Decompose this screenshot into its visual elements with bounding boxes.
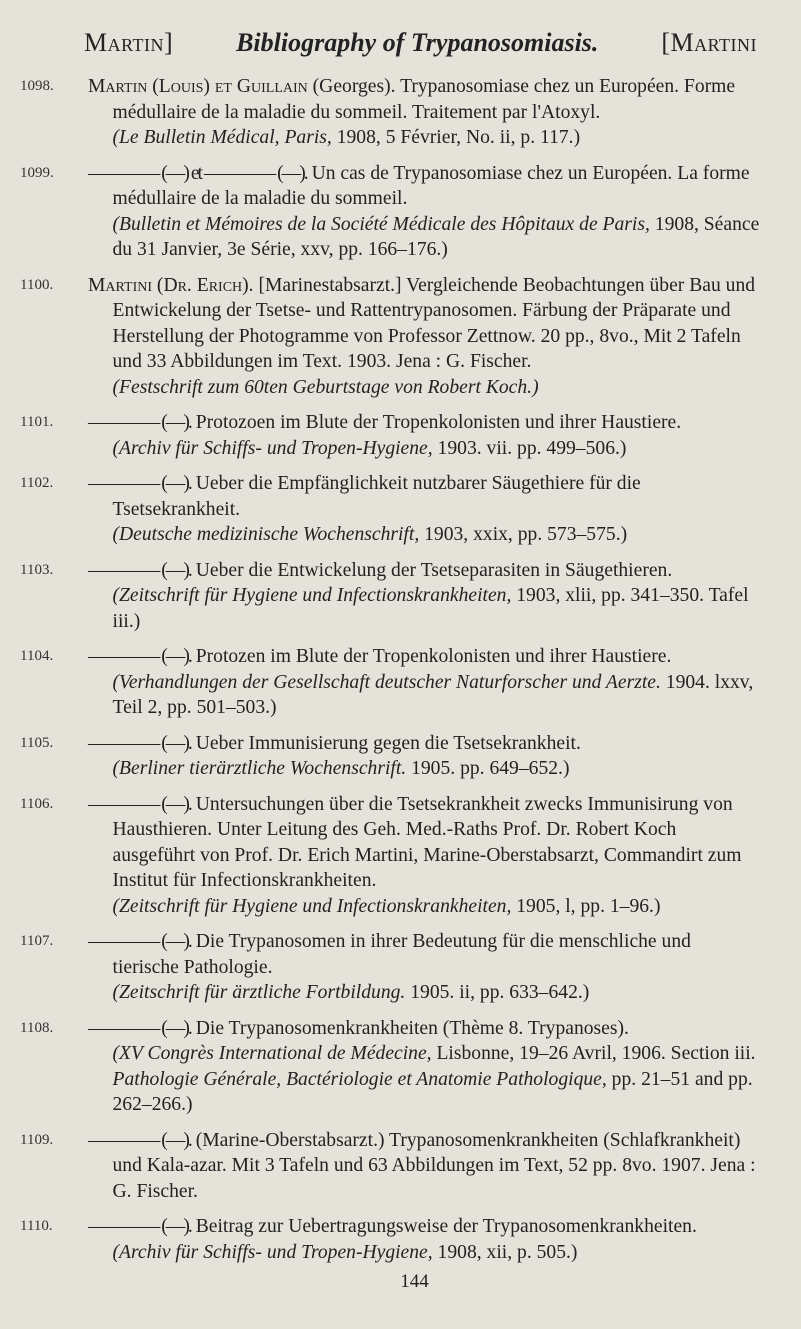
entry-title: Beitrag zur Uebertragungsweise der Trypanosomenkrankheiten. — [190, 1216, 697, 1237]
entry-number: 1098. — [20, 78, 54, 94]
entry-source — [113, 125, 762, 151]
entry-author: ———— (—). — [88, 732, 191, 754]
entry-text — [88, 1128, 761, 1205]
entry-title: Die Trypanosomen in ihrer Bedeutung für die menschliche und tierische Pathologie. — [112, 931, 691, 978]
entry-source-journal: (Archiv für Schiffs- und Tropen-Hygiene, — [112, 437, 433, 459]
entry-number: 1101. — [20, 414, 54, 430]
entry-text — [88, 929, 761, 1006]
entry-source — [113, 894, 762, 920]
entry-source-journal: (Archiv für Schiffs- und Tropen-Hygiene, — [112, 1241, 433, 1263]
entry-author: ———— (—). — [88, 1216, 191, 1237]
entry-number: 1110. — [20, 1218, 53, 1234]
entry-source-journal: (Zeitschrift für Hygiene und Infectionskrankheiten, — [112, 895, 512, 917]
entry-number: 1100. — [20, 276, 54, 293]
entry-source-extra-pages: pp. 21–51 and pp. 262–266.) — [112, 1068, 753, 1115]
page-number: 144 — [400, 1271, 429, 1292]
bibliography-entry — [20, 410, 761, 461]
running-head-right: [Martini — [661, 28, 757, 57]
entry-number: 1108. — [20, 1019, 54, 1036]
entry-title: Die Trypanosomenkrankheiten (Thème 8. Trypanoses). — [190, 1017, 629, 1039]
entry-number: 1102. — [20, 475, 54, 491]
entry-title: [Marinestabsarzt.] Vergleichende Beobachtungen über Bau und Entwickelung der Tsetse- und Rattentrypanosomen. Färbung der Präparate und Herstellung der Photogramme von Professor Zettnow. 20 pp., 8vo., Mit 2 Tafeln und 33 Abbildungen im Text. 1903. Jena : G. Fischer. — [112, 274, 756, 372]
entry-source-journal: (Zeitschrift für ärztliche Fortbildung. — [112, 982, 406, 1003]
entry-number: 1109. — [20, 1131, 54, 1148]
entry-source-details: 1903, xxix, pp. 573–575.) — [419, 524, 628, 545]
running-head-left: Martin] — [84, 28, 174, 57]
entry-text — [88, 792, 761, 920]
entry-author: ———— (—). — [88, 1129, 191, 1151]
entry-source-details: 1904. lxxv, Teil 2, pp. 501–503.) — [112, 671, 754, 718]
entry-author: Martin (Louis) et Guillain — [88, 76, 308, 97]
bibliography-entry — [20, 1016, 761, 1118]
entry-text — [88, 161, 761, 263]
bibliography-entry — [20, 1214, 761, 1265]
entry-source-extra-title: Pathologie Générale, Bactériologie et Anatomie Pathologique, — [112, 1068, 607, 1090]
running-head — [20, 28, 761, 58]
entry-source-details: 1908, Séance du 31 Janvier, 3e Série, xxv, pp. 166–176.) — [112, 213, 760, 260]
entry-number: 1105. — [20, 734, 54, 751]
bibliography-entry — [20, 161, 761, 263]
entry-author: Martini (Dr. Erich). — [88, 274, 254, 296]
entry-source-details: 1903. vii. pp. 499–506.) — [432, 437, 627, 459]
entry-source — [113, 980, 762, 1006]
entry-source — [113, 522, 762, 548]
entry-number: 1099. — [20, 164, 54, 181]
entry-author: ———— (—). — [88, 1017, 191, 1039]
entry-source-journal: (Le Bulletin Médical, Paris, — [112, 127, 332, 148]
entry-text — [88, 410, 761, 461]
entry-number: 1103. — [20, 561, 54, 578]
entry-text — [88, 471, 761, 548]
entry-number: 1107. — [20, 933, 54, 949]
entry-source-journal: (Berliner tierärztliche Wochenschrift. — [112, 758, 407, 779]
entry-source-journal: (Festschrift zum 60ten Geburtstage von Robert Koch.) — [112, 376, 539, 398]
entry-source-journal: (Deutsche medizinische Wochenschrift, — [112, 524, 420, 545]
entry-source-journal: (Zeitschrift für Hygiene und Infectionskrankheiten, — [112, 585, 512, 606]
entry-title: (Georges). Trypanosomiase chez un Européen. Forme médullaire de la maladie du sommeil. Traitement par l'Atoxyl. — [112, 76, 736, 123]
entry-author: ———— (—). — [88, 473, 191, 494]
bibliography-entry — [20, 471, 761, 548]
entry-author: ———— (—). — [88, 646, 191, 667]
entry-text — [88, 731, 761, 782]
entry-source-journal: (XV Congrès International de Médecine, — [112, 1043, 432, 1064]
entry-source-details: Lisbonne, 19–26 Avril, 1906. Section iii. — [431, 1043, 756, 1064]
entry-title: Ueber die Entwickelung der Tsetseparasiten in Säugethieren. — [190, 559, 673, 581]
entry-title: Un cas de Trypanosomiase chez un Européen. La forme médullaire de la maladie du sommeil. — [112, 162, 750, 209]
bibliography-entry — [20, 644, 761, 721]
bibliography-entry — [20, 558, 761, 635]
entry-title: Ueber Immunisierung gegen die Tsetsekrankheit. — [190, 732, 581, 754]
entry-source — [113, 670, 762, 721]
entry-title: Protozoen im Blute der Tropenkolonisten und ihrer Haustiere. — [190, 412, 682, 433]
entry-title: Untersuchungen über die Tsetsekrankheit zwecks Immunisirung von Hausthieren. Unter Leitung des Geh. Med.-Raths Prof. Dr. Robert Koch ausgeführt von Prof. Dr. Erich Martini, Marine-Oberstabsarzt, Commandirt zum Institut für Infectionskrankheiten. — [112, 793, 742, 891]
entry-text — [88, 644, 761, 721]
entry-source-journal: (Bulletin et Mémoires de la Société Médicale des Hôpitaux de Paris, — [112, 213, 650, 235]
entry-source — [113, 1041, 762, 1067]
entry-title: Ueber die Empfänglichkeit nutzbarer Säugethiere für die Tsetsekrankheit. — [112, 473, 641, 520]
bibliography-entry — [20, 273, 761, 401]
entry-author: ———— (—). — [88, 412, 191, 433]
entry-source-details: 1905. pp. 649–652.) — [406, 758, 570, 779]
entry-source-details: 1905, l, pp. 1–96.) — [511, 895, 661, 917]
entry-text — [88, 1016, 761, 1118]
entry-text — [88, 1214, 761, 1265]
entry-source — [113, 212, 762, 263]
bibliography-entry — [20, 74, 761, 151]
entry-source — [113, 756, 762, 782]
entry-text — [88, 273, 761, 401]
entry-author: ———— (—). — [88, 559, 191, 581]
entry-source — [113, 375, 762, 401]
entry-title: Protozen im Blute der Tropenkolonisten und ihrer Haustiere. — [190, 646, 672, 667]
entry-source-extra — [113, 1067, 762, 1118]
entry-title: (Marine-Oberstabsarzt.) Trypanosomenkrankheiten (Schlafkrankheit) und Kala-azar. Mit 3 Tafeln und 63 Abbildungen im Text, 52 pp. 8vo. 1907. Jena : G. Fischer. — [112, 1129, 756, 1202]
bibliography-entry — [20, 1128, 761, 1205]
entry-text — [88, 74, 761, 151]
bibliography-entry — [20, 731, 761, 782]
entry-source-details: 1905. ii, pp. 633–642.) — [405, 982, 590, 1003]
entry-list — [20, 74, 761, 1265]
running-head-title: Bibliography of Trypanosomiasis. — [236, 28, 599, 57]
entry-number: 1106. — [20, 795, 54, 812]
entry-text — [88, 558, 761, 635]
entry-number: 1104. — [20, 648, 54, 664]
entry-author: ———— (—) et ———— (—). — [88, 162, 307, 184]
entry-source-details: 1903, xlii, pp. 341–350. Tafel iii.) — [112, 585, 749, 632]
entry-author: ———— (—). — [88, 931, 191, 952]
bibliography-entry — [20, 929, 761, 1006]
entry-source — [113, 583, 762, 634]
entry-source-details: 1908, xii, p. 505.) — [432, 1241, 578, 1263]
entry-author: ———— (—). — [88, 793, 191, 815]
entry-source — [113, 436, 762, 462]
entry-source — [113, 1240, 762, 1266]
entry-source-journal: (Verhandlungen der Gesellschaft deutscher Naturforscher und Aerzte. — [112, 671, 661, 693]
bibliography-entry — [20, 792, 761, 920]
entry-source-details: 1908, 5 Février, No. ii, p. 117.) — [331, 127, 581, 148]
